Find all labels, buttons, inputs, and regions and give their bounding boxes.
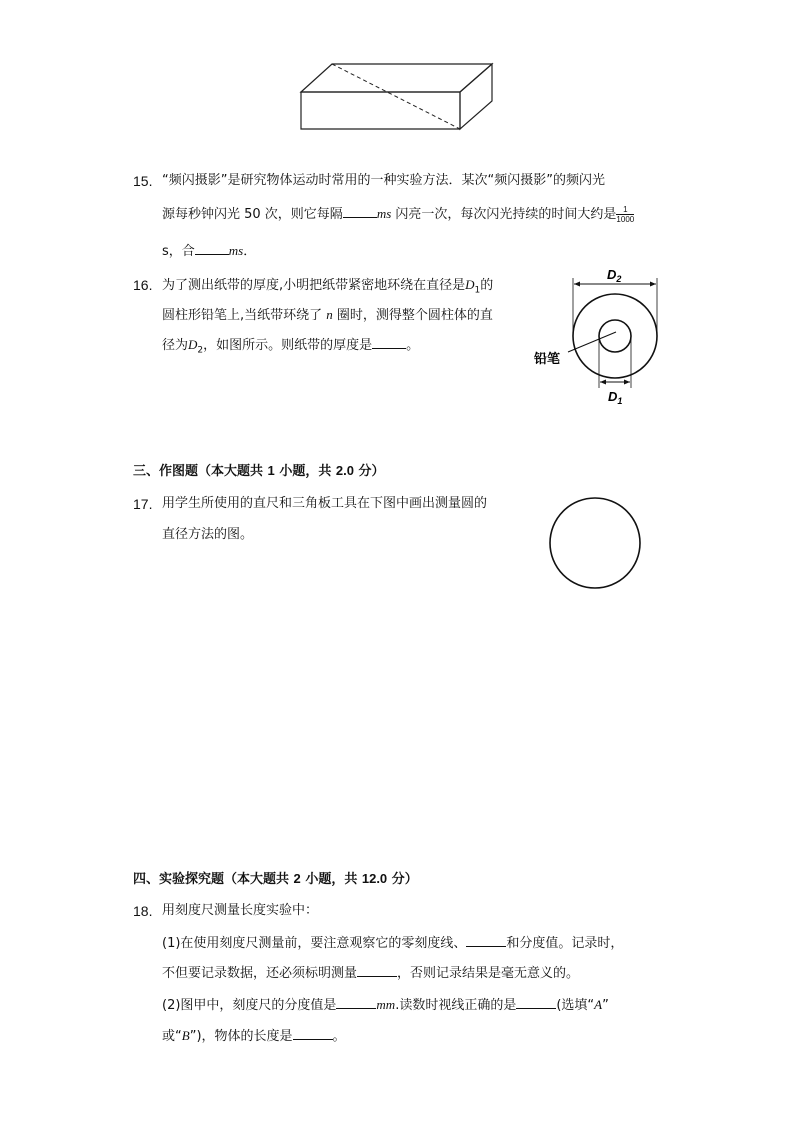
q18-blank-3[interactable] [336,996,376,1009]
q18-text-2a: (1)在使用刻度尺测量前，要注意观察它的零刻度线、 [162,936,467,951]
inner-circle-d1 [599,320,631,352]
q15-line-2 [162,205,634,224]
q18-blank-5[interactable] [293,1027,333,1040]
section-3-title-a: 三、作图题（本大题共 [133,464,264,479]
section-4-header [133,870,418,889]
block-front-face [301,92,460,129]
q15-text-2b: 闪亮一次，每次闪光持续的时间大约是 [395,207,617,222]
measure-circle [550,498,640,588]
q18-text-2b: 和分度值。记录时， [506,936,624,951]
section-4-title-b: 小题，共 [305,872,358,887]
section-3-score: 2.0 [335,463,354,478]
d2-label-text: D [607,267,617,282]
section-4-count: 2 [293,871,301,886]
d2-arrow-left [574,282,580,287]
block-dashed-diagonal [332,64,460,129]
q18-line-3 [162,964,579,983]
q16-blank[interactable] [372,336,406,349]
q15-text-1: “频闪摄影”是研究物体运动时常用的一种实验方法．某次“频闪摄影”的频闪光 [162,173,605,188]
q18-text-3b: ，否则记录结果是毫无意义的。 [397,966,580,981]
d1-arrow-right [624,380,630,385]
q18-text-4d: ” [602,998,609,1013]
q16-text-3c: 。 [406,338,420,353]
q18-line-2 [162,934,623,953]
section-3-count: 1 [267,463,275,478]
section-3-title-b: 小题，共 [279,464,332,479]
section-4-score: 12.0 [361,871,388,886]
d2-arrow-right [650,282,656,287]
q15-text-3b: ． [243,244,257,259]
q17-line-2 [162,526,253,544]
q17-text-1: 用学生所使用的直尺和三角板工具在下图中画出测量圆的 [162,496,488,511]
block-top-face [301,64,492,92]
q16-text-2b: 圈时，测得整个圆柱体的直 [336,308,493,323]
q16-line-2 [162,306,493,325]
q15-text-2a: 源每秒钟闪光 50 次，则它每隔 [162,207,343,222]
pencil-pointer [568,332,616,352]
q16-figure [530,262,670,410]
q15-unit-ms-2: ms [228,243,244,258]
d1-label [608,389,622,406]
q16-n: n [326,307,333,322]
q17-text-2: 直径方法的图。 [162,527,254,542]
q16-text-1a: 为了测出纸带的厚度,小明把纸带紧密地环绕在直径是 [162,278,466,293]
q16-text-3a: 径为 [162,338,189,353]
q18-line-1 [162,902,318,920]
d1-label-text: D [608,389,618,404]
q15-unit-ms-1: ms [376,206,392,221]
q18-text-5b: ”)，物体的长度是 [189,1029,293,1044]
d2-label [607,267,621,284]
q16-text-3b: ，如图所示。则纸带的厚度是 [203,338,373,353]
q18-text-5c: 。 [332,1029,346,1044]
q15-line-1 [162,172,605,190]
section-3-header [133,462,384,481]
q18-blank-1[interactable] [466,934,506,947]
q15-blank-2[interactable] [195,242,229,255]
d2-label-sub: 2 [616,274,622,284]
q18-text-5a: 或“ [162,1029,182,1044]
q16-line-1 [162,276,493,300]
outer-circle-d2 [573,294,657,378]
q18-number: 18. [133,903,153,919]
q18-text-4b: .读数时视线正确的是 [395,998,517,1013]
q17-number: 17. [133,496,153,512]
section-4-title-a: 四、实验探究题（本大题共 [133,872,290,887]
q18-text-3a: 不但要记录数据，还必须标明测量 [162,966,358,981]
q15-line-3 [162,242,256,261]
q18-blank-2[interactable] [357,964,397,977]
q16-text-1b: 的 [480,278,494,293]
pencil-label: 铅笔 [534,352,561,367]
q18-text-4a: (2)图甲中，刻度尺的分度值是 [162,998,337,1013]
section-3-title-c: 分） [358,464,385,479]
q15-number: 15. [133,173,153,189]
q15-fraction-denominator: 1000 [616,215,635,224]
d1-label-sub: 1 [617,396,623,406]
q18-option-b: B [181,1028,190,1043]
block-side-face [460,64,492,129]
section-4-title-c: 分） [391,872,418,887]
q15-blank-1[interactable] [343,205,377,218]
q16-d2: D [188,337,198,352]
q18-blank-4[interactable] [516,996,556,1009]
q18-line-5 [162,1027,346,1046]
q16-text-2a: 圆柱形铅笔上,当纸带环绕了 [162,308,323,323]
q15-fraction [616,205,634,224]
q18-text-1: 用刻度尺测量长度实验中： [162,903,319,918]
q16-d1: D [465,277,475,292]
q18-line-4 [162,996,609,1015]
q17-circle-figure [548,497,644,591]
q16-line-3 [162,336,419,360]
q16-d1-sub: 1 [474,285,481,296]
q17-line-1 [162,495,487,513]
q16-number: 16. [133,277,153,293]
q15-fraction-numerator: 1 [616,205,634,215]
q15-text-3a: s，合 [162,244,195,259]
block-figure [295,58,500,136]
q18-unit-mm: mm [376,997,396,1012]
q18-text-4c: (选填“ [556,998,595,1013]
q18-option-a: A [594,997,603,1012]
q16-d2-sub: 2 [197,345,204,356]
d1-arrow-left [600,380,606,385]
